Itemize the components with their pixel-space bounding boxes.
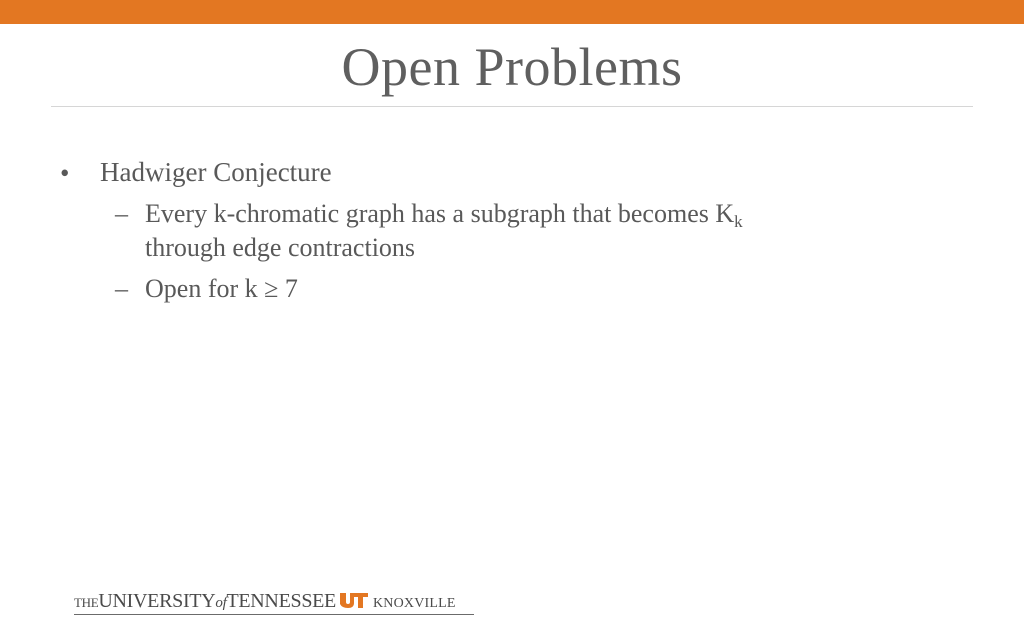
ut-power-t-icon bbox=[340, 591, 368, 609]
sub-bullet-marker: – bbox=[115, 199, 128, 228]
bullet-marker: • bbox=[60, 158, 70, 188]
sub-bullet-k-chromatic-line1 bbox=[145, 197, 743, 231]
sub-bullet-marker: – bbox=[115, 274, 128, 303]
bullet-hadwiger-conjecture: Hadwiger Conjecture bbox=[100, 157, 332, 187]
logo-tennessee: TENNESSEE bbox=[226, 590, 336, 612]
university-logo bbox=[74, 588, 474, 615]
sub-bullet-open-for-k: Open for k ≥ 7 bbox=[145, 274, 298, 303]
sub-bullet-k-chromatic-line2: through edge contractions bbox=[145, 233, 416, 262]
logo-wordmark bbox=[74, 590, 456, 615]
logo-of: of bbox=[215, 595, 227, 611]
slide-title: Open Problems bbox=[341, 37, 683, 97]
sub-bullet-text: Every k-chromatic graph has a subgraph that becomes K bbox=[145, 199, 735, 228]
logo-the: THE bbox=[74, 595, 99, 610]
logo-knoxville: KNOXVILLE bbox=[372, 596, 456, 611]
title-divider bbox=[51, 106, 973, 107]
logo-university: UNIVERSITY bbox=[98, 590, 216, 612]
subscript-k: k bbox=[734, 212, 743, 231]
top-accent-bar bbox=[0, 0, 1024, 24]
